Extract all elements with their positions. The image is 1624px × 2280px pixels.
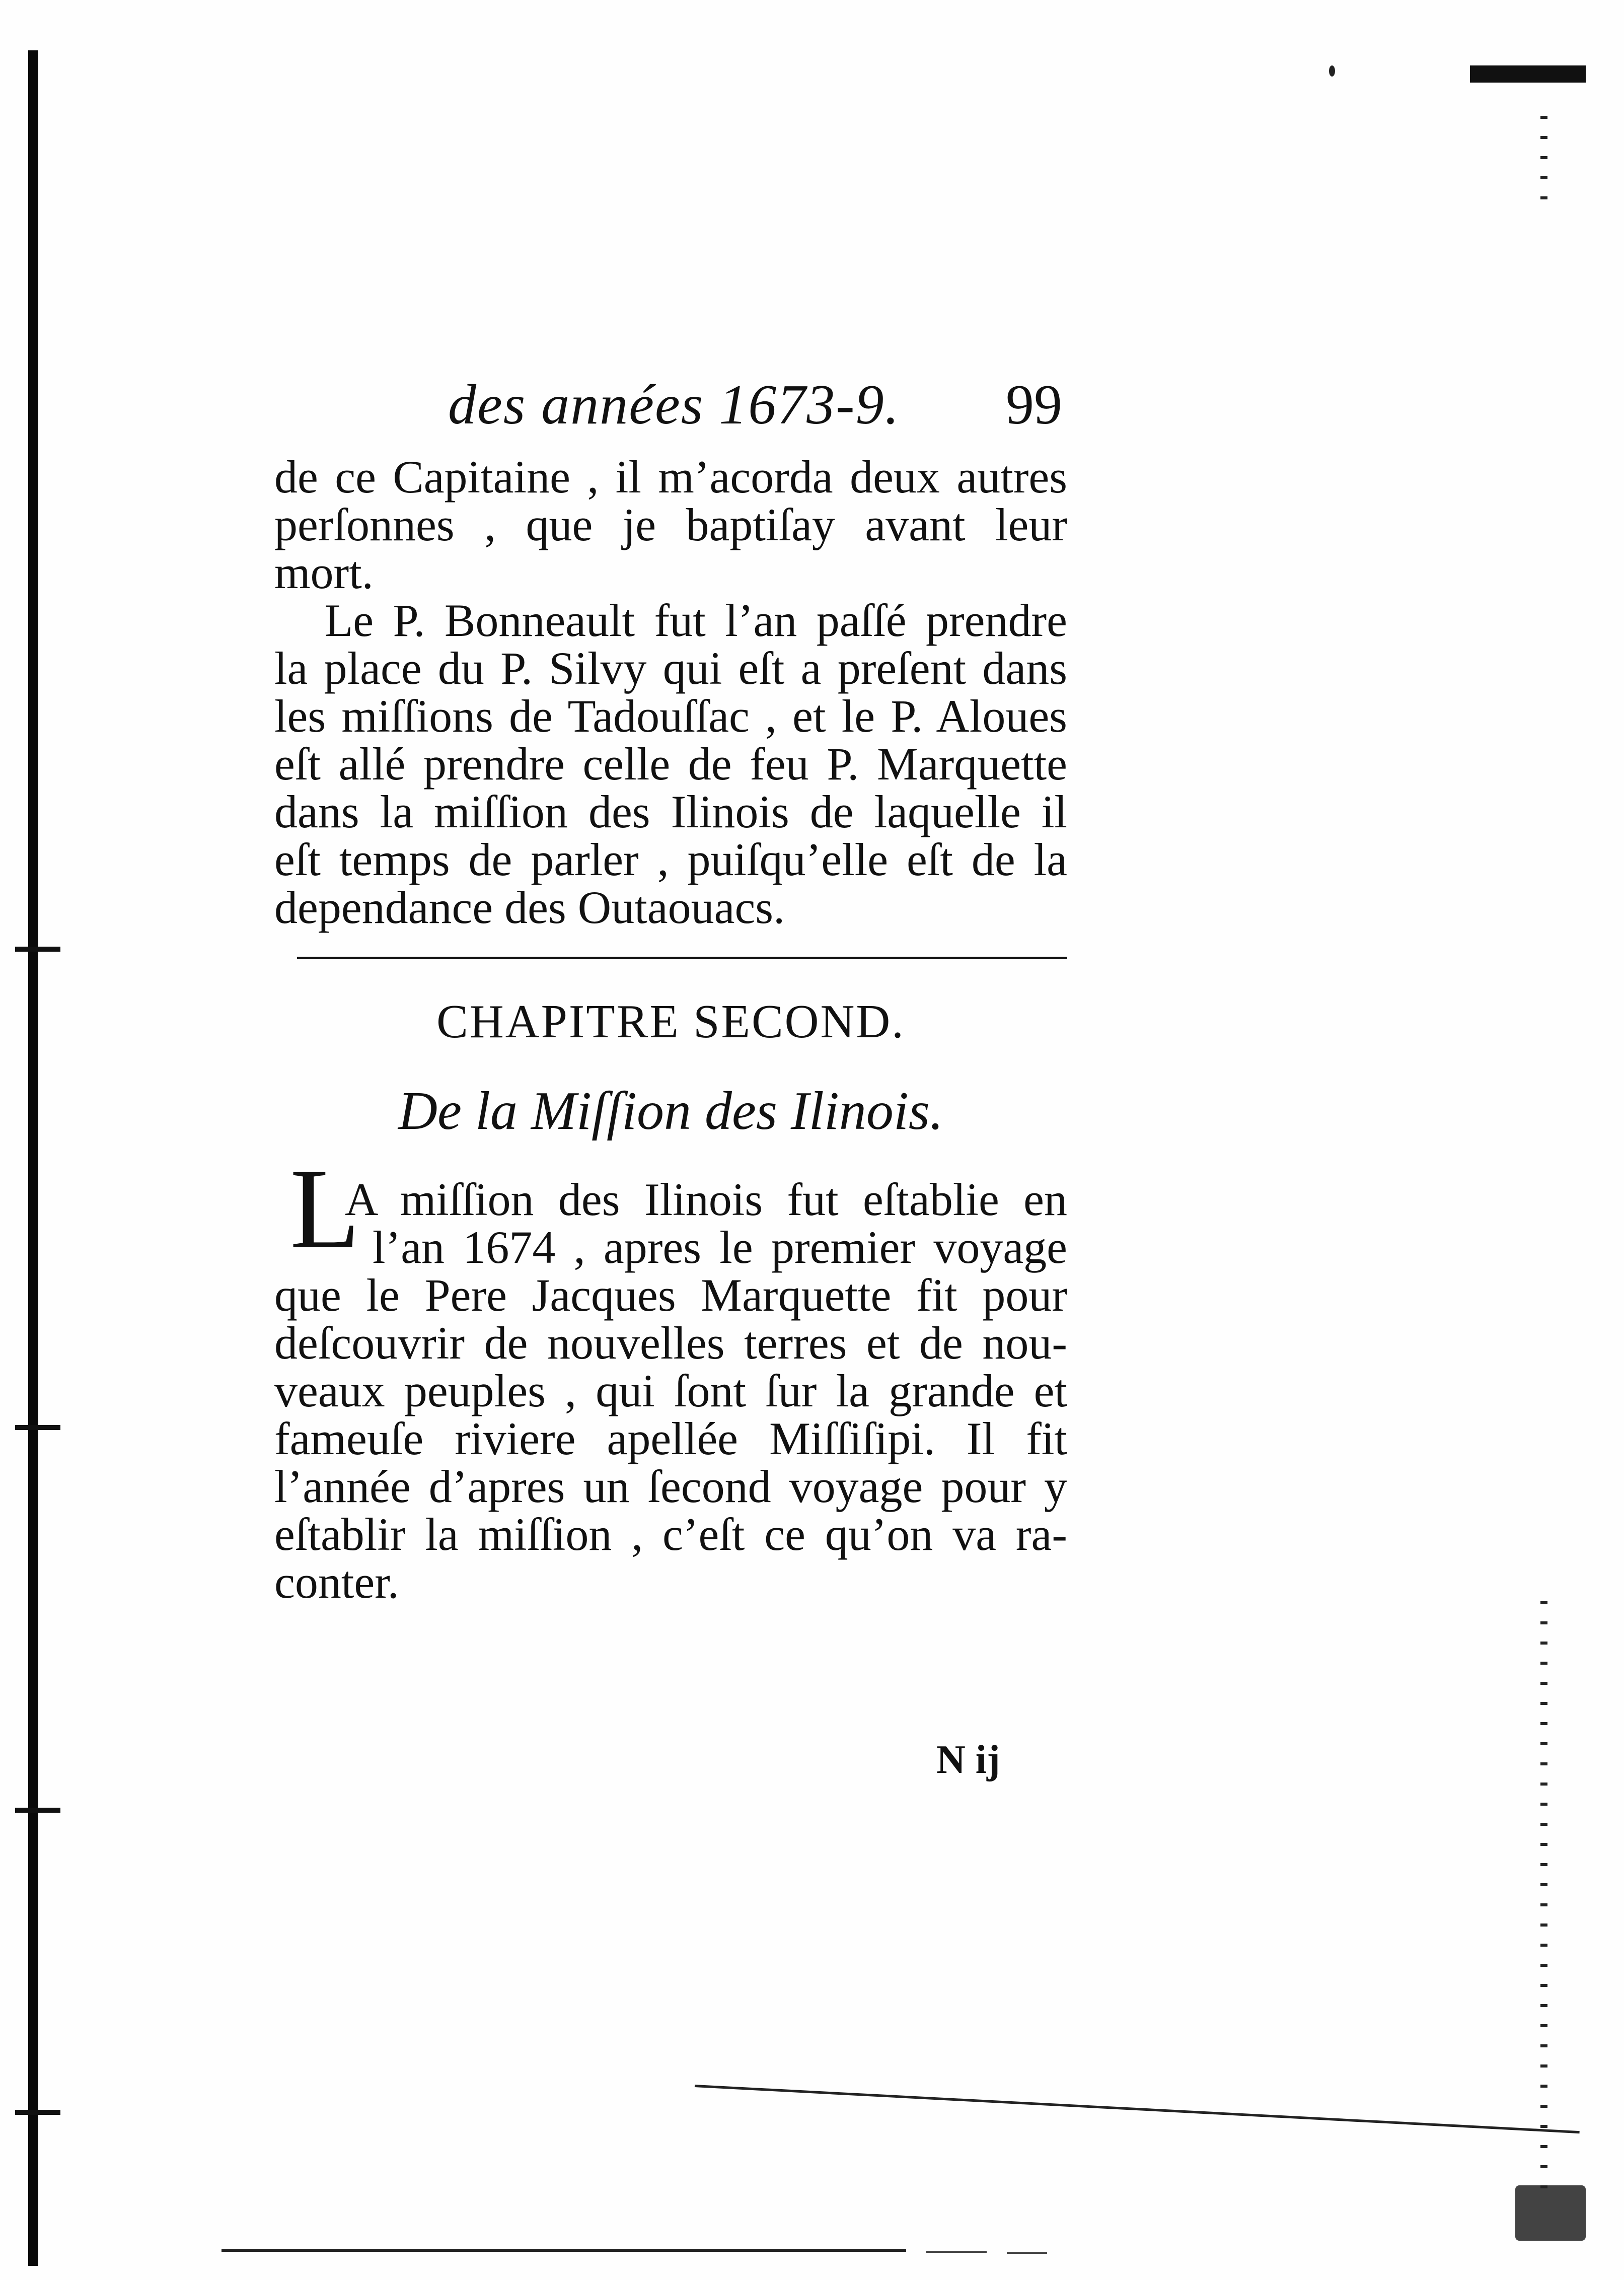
page-number: 99 [1006,374,1062,436]
paragraph-continued [274,453,1067,597]
bottom-rule-fragment [1007,2252,1047,2254]
section-divider [297,957,1067,959]
stray-rule [695,2085,1580,2133]
bottom-rule-fragment [926,2251,987,2253]
chapter-heading: CHAPITRE SECOND. [436,995,905,1048]
text-line: mort. [274,547,374,598]
running-head [448,373,1062,443]
text-line: fameuſe riviere apellée Miſſiſipi. Il fit [274,1413,1067,1464]
binding-mark [15,1808,60,1813]
text-line: deſcouvrir de nouvelles terres et de nou- [274,1317,1067,1369]
binding-mark [15,2110,60,2115]
drop-cap: L [290,1146,360,1272]
page-edge-specks [1540,116,1547,206]
ink-smudge [1515,2185,1586,2241]
text-line: que le Pere Jacques Marquette fit pour [274,1269,1067,1321]
chapter-paragraph [274,1176,1067,1606]
ink-speck [1329,65,1335,77]
text-line: la place du P. Silvy qui eſt a preſent dans [274,643,1067,694]
text-line: Le P. Bonneault fut l’an paſſé prendre [325,595,1067,646]
bottom-rule [222,2249,906,2252]
paragraph [274,597,1067,932]
chapter-subtitle: De la Miſſion des Ilinois. [398,1081,943,1141]
text-line: l’année d’apres un ſecond voyage pour y [274,1461,1067,1512]
text-line: dependance des Outaouacs. [274,882,785,933]
page-edge-specks [1540,1601,1547,2205]
text-line: dans la miſſion des Ilinois de laquelle il [274,786,1067,837]
text-line: l’an 1674 , apres le premier voyage [373,1222,1067,1273]
running-head-title: des années 1673-9. [448,374,900,436]
text-line: eſt temps de parler , puiſqu’elle eſt de la [274,834,1067,885]
text-line: eſtablir la miſſion , c’eſt ce qu’on va ra- [274,1509,1067,1560]
text-line: eſt allé prendre celle de feu P. Marquette [274,738,1067,790]
text-line: conter. [274,1556,399,1608]
binding-mark [15,947,60,952]
text-line: de ce Capitaine , il m’acorda deux autres [274,451,1067,503]
text-line: les miſſions de Tadouſſac , et le P. Aloues [274,690,1067,742]
signature-mark: N ij [936,1738,1000,1782]
binding-edge [28,50,38,2266]
page-edge-mark [1470,65,1586,83]
binding-mark [15,1425,60,1430]
text-line: A miſſion des Ilinois fut eſtablie en [345,1174,1067,1225]
text-line: veaux peuples , qui ſont ſur la grande et [274,1365,1067,1416]
text-line: perſonnes , que je baptiſay avant leur [274,499,1067,550]
